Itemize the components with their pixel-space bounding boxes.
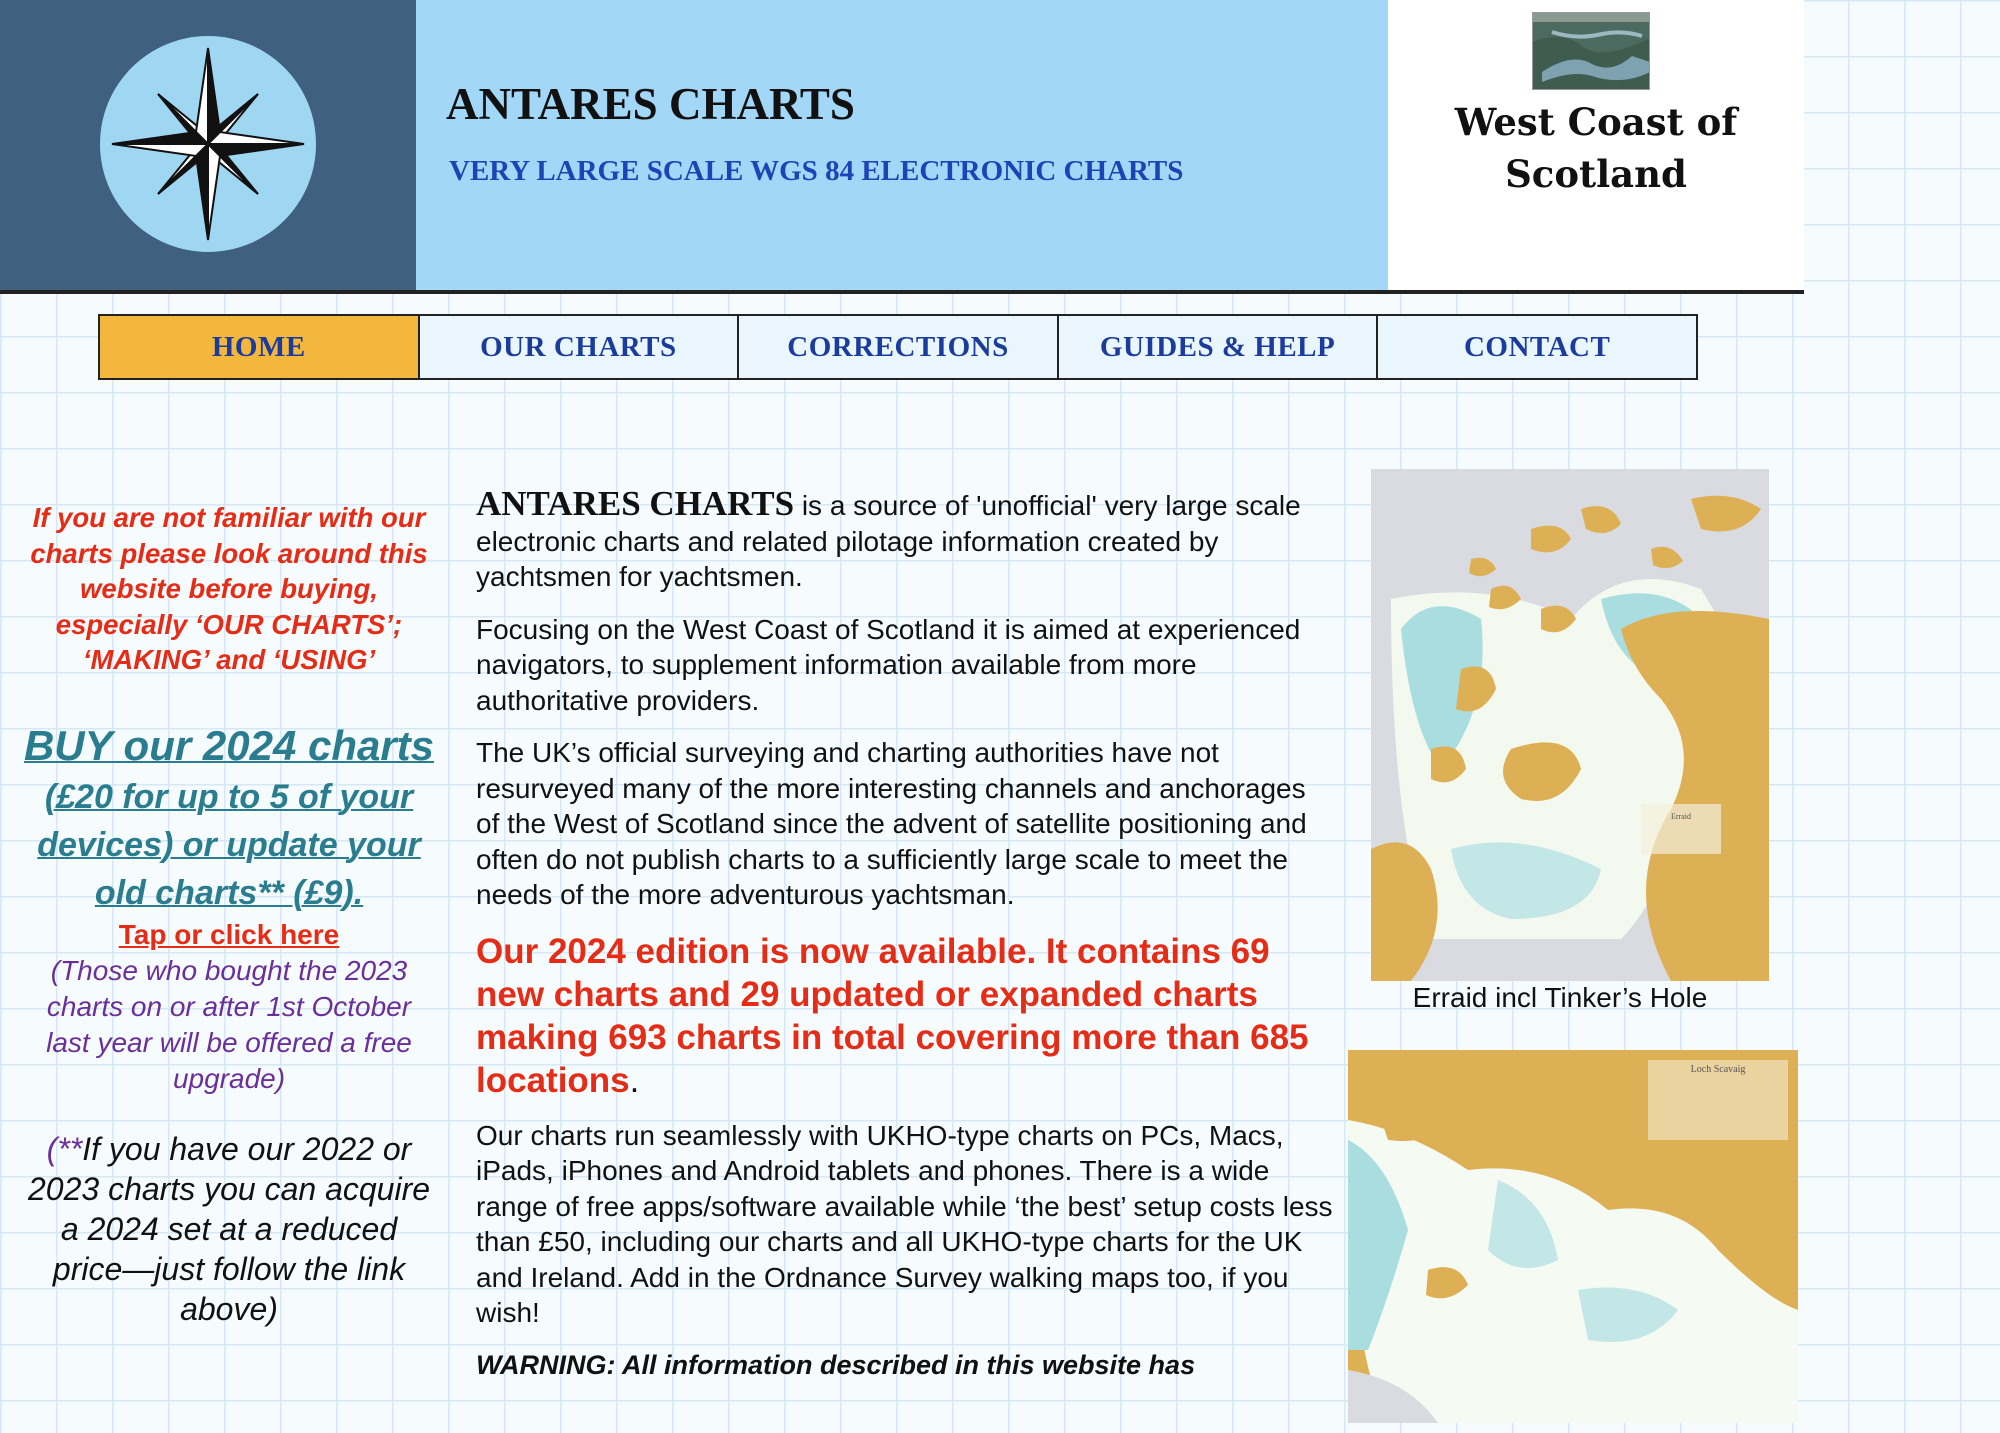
main-nav bbox=[98, 314, 1698, 380]
surveying-paragraph: The UK’s official surveying and charting authorities have not resurveyed many of the more interesting channels and anchorages of the West of Scotland since the advent of satellite positioning and often do not publish charts to a sufficiently large scale to meet the needs of the more adventurous yachtsman. bbox=[476, 737, 1307, 910]
region-title-line-1: West Coast of bbox=[1454, 100, 1738, 144]
map2-chart-label: Loch Scavaig bbox=[1690, 1064, 1746, 1075]
intro-text: is a source of 'unofficial' very large scale electronic charts and related pilotage information created by yachtsmen for yachtsmen. bbox=[476, 490, 1301, 592]
title-banner bbox=[416, 0, 1388, 290]
buy-link-details: (£20 for up to 5 of your devices) or update your old charts** (£9). bbox=[37, 777, 421, 912]
main-content bbox=[476, 486, 1336, 1400]
aerial-photo-thumbnail bbox=[1532, 12, 1650, 90]
reduced-price-note bbox=[22, 1129, 436, 1329]
familiarity-notice: If you are not familiar with our charts please look around this website before buying, especially ‘OUR CHARTS’; ‘MAKING’ and ‘USING’ bbox=[30, 502, 428, 675]
reduced-price-note-text: If you have our 2022 or 2023 charts you can acquire a 2024 set at a reduced price—just follow the link above) bbox=[27, 1130, 431, 1327]
site-subtitle: VERY LARGE SCALE WGS 84 ELECTRONIC CHARTS bbox=[449, 155, 1184, 187]
region-title bbox=[1388, 96, 1804, 200]
nav-guides-help[interactable]: GUIDES & HELP bbox=[1057, 316, 1377, 378]
chart-image-erraid[interactable] bbox=[1371, 469, 1769, 981]
sidebar bbox=[22, 500, 436, 1329]
buy-charts-link[interactable] bbox=[22, 722, 436, 917]
intro-paragraph bbox=[476, 486, 1336, 595]
header-divider bbox=[0, 290, 1804, 294]
tap-or-click-link[interactable]: Tap or click here bbox=[118, 918, 340, 950]
site-title: ANTARES CHARTS bbox=[446, 79, 855, 129]
region-title-line-2: Scotland bbox=[1505, 152, 1687, 196]
logo-panel bbox=[0, 0, 416, 290]
chart-image-loch-scavaig[interactable] bbox=[1348, 1050, 1798, 1423]
edition-tail: . bbox=[629, 1060, 640, 1100]
edition-announcement bbox=[476, 930, 1336, 1102]
nav-home[interactable]: HOME bbox=[100, 316, 418, 378]
edition-text: Our 2024 edition is now available. It contains 69 new charts and 29 updated or expanded charts making 693 charts in total covering more than 685 locations bbox=[476, 931, 1309, 1100]
nav-our-charts[interactable]: OUR CHARTS bbox=[418, 316, 738, 378]
reduced-price-note-prefix: (** bbox=[46, 1130, 83, 1167]
region-panel bbox=[1388, 0, 1804, 290]
brand-name: ANTARES CHARTS bbox=[476, 484, 795, 523]
nav-contact[interactable]: CONTACT bbox=[1376, 316, 1696, 378]
free-upgrade-note: (Those who bought the 2023 charts on or after 1st October last year will be offered a free upgrade) bbox=[46, 954, 412, 1094]
map1-chart-label: Erraid bbox=[1671, 812, 1691, 821]
buy-link-headline: BUY our 2024 charts bbox=[23, 721, 435, 769]
focus-paragraph: Focusing on the West Coast of Scotland it is aimed at experienced navigators, to supplement information available from more authoritative providers. bbox=[476, 613, 1301, 716]
compatibility-paragraph: Our charts run seamlessly with UKHO-type charts on PCs, Macs, iPads, iPhones and Android tablets and phones. There is a wide range of free apps/software available while ‘the best’ setup costs less than £50, including our charts and all UKHO-type charts for the UK and Ireland. Add in the Ordnance Survey walking maps too, if you wish! bbox=[476, 1119, 1333, 1328]
nav-corrections[interactable]: CORRECTIONS bbox=[737, 316, 1057, 378]
warning-text: WARNING: All information described in this website has bbox=[476, 1349, 1196, 1380]
map1-caption: Erraid incl Tinker’s Hole bbox=[1412, 982, 1708, 1013]
compass-rose-icon bbox=[98, 34, 318, 254]
